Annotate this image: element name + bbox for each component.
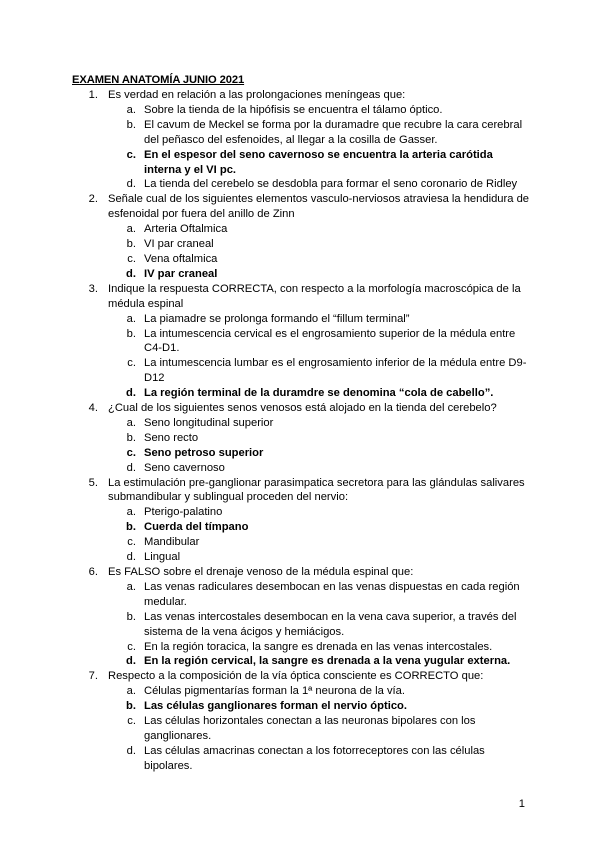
answer-option-correct xyxy=(108,386,532,401)
question-stem xyxy=(72,565,532,580)
question-block xyxy=(72,401,532,476)
option-text: La tienda del cerebelo se desdobla para formar el seno coronario de Ridley xyxy=(144,178,518,191)
answer-option xyxy=(108,550,532,565)
option-text: IV par craneal xyxy=(144,267,218,280)
answer-option xyxy=(108,327,532,357)
option-text: Las células amacrinas conectan a los fotorreceptores con las células bipolares. xyxy=(144,744,485,772)
option-letter: b. xyxy=(126,431,136,444)
question-text: Indique la respuesta CORRECTA, con respecto a la morfología macroscópica de la médula espinal xyxy=(108,282,521,310)
question-block xyxy=(72,282,532,401)
option-text: Las venas intercostales desembocan en la vena cava superior, a través del sistema de la vena ácigos y hemiácigos. xyxy=(144,610,517,638)
question-number: 2. xyxy=(88,193,98,206)
question-stem xyxy=(72,282,532,312)
option-letter: c. xyxy=(126,148,136,161)
option-text: Vena oftalmica xyxy=(144,252,218,265)
answer-option xyxy=(108,237,532,252)
question-text: Respecto a la composición de la vía óptica consciente es CORRECTO que: xyxy=(108,670,484,683)
question-block xyxy=(72,88,532,192)
option-text: Seno recto xyxy=(144,431,199,444)
option-text: En la región cervical, la sangre es drenada a la vena yugular externa. xyxy=(144,655,511,668)
question-number: 7. xyxy=(88,670,98,683)
option-list xyxy=(72,222,532,282)
question-text: Es verdad en relación a las prolongaciones meníngeas que: xyxy=(108,89,406,101)
option-text: La piamadre se prolonga formando el “fillum terminal” xyxy=(144,312,410,325)
option-letter: c. xyxy=(127,536,136,549)
option-text: Pterigo-palatino xyxy=(144,506,223,519)
question-number: 6. xyxy=(88,566,98,578)
option-text: Lingual xyxy=(144,551,181,564)
option-text: Las células ganglionares forman el nervio óptico. xyxy=(144,700,407,713)
page-number: 1 xyxy=(518,798,525,810)
question-number: 5. xyxy=(88,476,98,489)
option-letter: a. xyxy=(126,416,136,429)
question-list xyxy=(72,88,532,774)
exam-title: EXAMEN ANATOMÍA JUNIO 2021 xyxy=(72,74,245,86)
answer-option xyxy=(108,535,532,550)
answer-option-correct xyxy=(108,520,532,535)
question-block xyxy=(72,565,532,669)
question-stem xyxy=(72,476,532,506)
answer-option xyxy=(108,640,532,655)
option-text: VI par craneal xyxy=(144,238,214,251)
option-letter: d. xyxy=(126,267,136,280)
question-stem xyxy=(72,192,532,222)
answer-option-correct xyxy=(108,654,532,669)
option-letter: b. xyxy=(126,118,136,131)
question-text: La estimulación pre-ganglionar parasimpatica secretora para las glándulas salivares submandibular y sublingual proceden del nervio: xyxy=(108,476,525,504)
question-number: 1. xyxy=(88,89,98,101)
option-letter: b. xyxy=(126,700,136,713)
option-letter: d. xyxy=(126,744,136,757)
question-stem xyxy=(72,88,532,103)
option-letter: b. xyxy=(126,327,136,340)
question-number: 4. xyxy=(88,402,98,415)
option-letter: d. xyxy=(126,387,136,400)
answer-option-correct xyxy=(108,446,532,461)
option-text: La intumescencia cervical es el engrosamiento superior de la médula entre C4-D1. xyxy=(144,327,516,355)
option-text: Cuerda del tímpano xyxy=(144,521,249,534)
answer-option xyxy=(108,684,532,699)
option-text: Sobre la tienda de la hipófisis se encuentra el tálamo óptico. xyxy=(144,103,443,116)
option-letter: a. xyxy=(126,506,136,519)
option-letter: d. xyxy=(126,178,136,191)
answer-option xyxy=(108,103,532,118)
option-text: El cavum de Meckel se forma por la duramadre que recubre la cara cerebral del peñasco del esfenoides, al llegar a la cosilla de Gasser. xyxy=(144,118,523,146)
option-text: Seno petroso superior xyxy=(144,446,264,459)
answer-option xyxy=(108,416,532,431)
question-stem xyxy=(72,669,532,684)
option-letter: b. xyxy=(126,610,136,623)
option-letter: d. xyxy=(126,461,136,474)
option-letter: c. xyxy=(127,357,136,370)
answer-option xyxy=(108,312,532,327)
option-letter: a. xyxy=(126,580,136,593)
option-text: En la región toracica, la sangre es drenada en las venas intercostales. xyxy=(144,640,493,653)
answer-option xyxy=(108,252,532,267)
option-text: Seno longitudinal superior xyxy=(144,416,274,429)
option-text: Mandibular xyxy=(144,536,200,549)
answer-option xyxy=(108,505,532,520)
option-letter: a. xyxy=(126,312,136,325)
option-text: Arteria Oftalmica xyxy=(144,223,228,236)
option-letter: d. xyxy=(126,551,136,564)
question-stem xyxy=(72,401,532,416)
option-letter: b. xyxy=(126,521,136,534)
option-text: La región terminal de la duramdre se denomina “cola de cabello”. xyxy=(144,387,494,400)
question-block xyxy=(72,669,532,773)
answer-option xyxy=(108,744,532,774)
answer-option xyxy=(108,580,532,610)
answer-option xyxy=(108,222,532,237)
option-list xyxy=(72,103,532,192)
option-text: Células pigmentarías forman la 1ª neurona de la vía. xyxy=(144,685,405,698)
option-letter: d. xyxy=(126,655,136,668)
question-block xyxy=(72,192,532,281)
option-text: La intumescencia lumbar es el engrosamiento inferior de la médula entre D9-D12 xyxy=(144,357,527,385)
question-block xyxy=(72,476,532,565)
option-letter: b. xyxy=(126,238,136,251)
question-number: 3. xyxy=(88,282,98,295)
option-letter: c. xyxy=(127,252,136,265)
option-text: Las células horizontales conectan a las neuronas bipolares con los ganglionares. xyxy=(144,715,476,742)
answer-option xyxy=(108,356,532,386)
option-text: En el espesor del seno cavernoso se encuentra la arteria carótida interna y el VI pc. xyxy=(144,148,493,176)
option-list xyxy=(72,416,532,476)
answer-option-correct xyxy=(108,148,532,178)
option-letter: a. xyxy=(126,223,136,236)
question-text: Es FALSO sobre el drenaje venoso de la médula espinal que: xyxy=(108,566,414,578)
option-letter: c. xyxy=(127,640,136,653)
question-text: Señale cual de los siguientes elementos vasculo-nerviosos atraviesa la hendidura de esfenoidal por fuera del anillo de Zinn xyxy=(108,193,530,221)
option-letter: c. xyxy=(127,715,136,728)
option-list xyxy=(72,312,532,401)
option-letter: a. xyxy=(126,103,136,116)
option-text: Seno cavernoso xyxy=(144,461,225,474)
answer-option-correct xyxy=(108,267,532,282)
option-list xyxy=(72,505,532,565)
answer-option-correct xyxy=(108,699,532,714)
option-letter: a. xyxy=(126,685,136,698)
option-list xyxy=(72,580,532,669)
answer-option xyxy=(108,177,532,192)
answer-option xyxy=(108,431,532,446)
answer-option xyxy=(108,714,532,744)
option-letter: c. xyxy=(126,446,136,459)
answer-option xyxy=(108,461,532,476)
question-text: ¿Cual de los siguientes senos venosos está alojado en la tienda del cerebelo? xyxy=(108,402,497,415)
answer-option xyxy=(108,118,532,148)
option-list xyxy=(72,684,532,773)
answer-option xyxy=(108,610,532,640)
option-text: Las venas radiculares desembocan en las venas dispuestas en cada región medular. xyxy=(144,580,520,608)
